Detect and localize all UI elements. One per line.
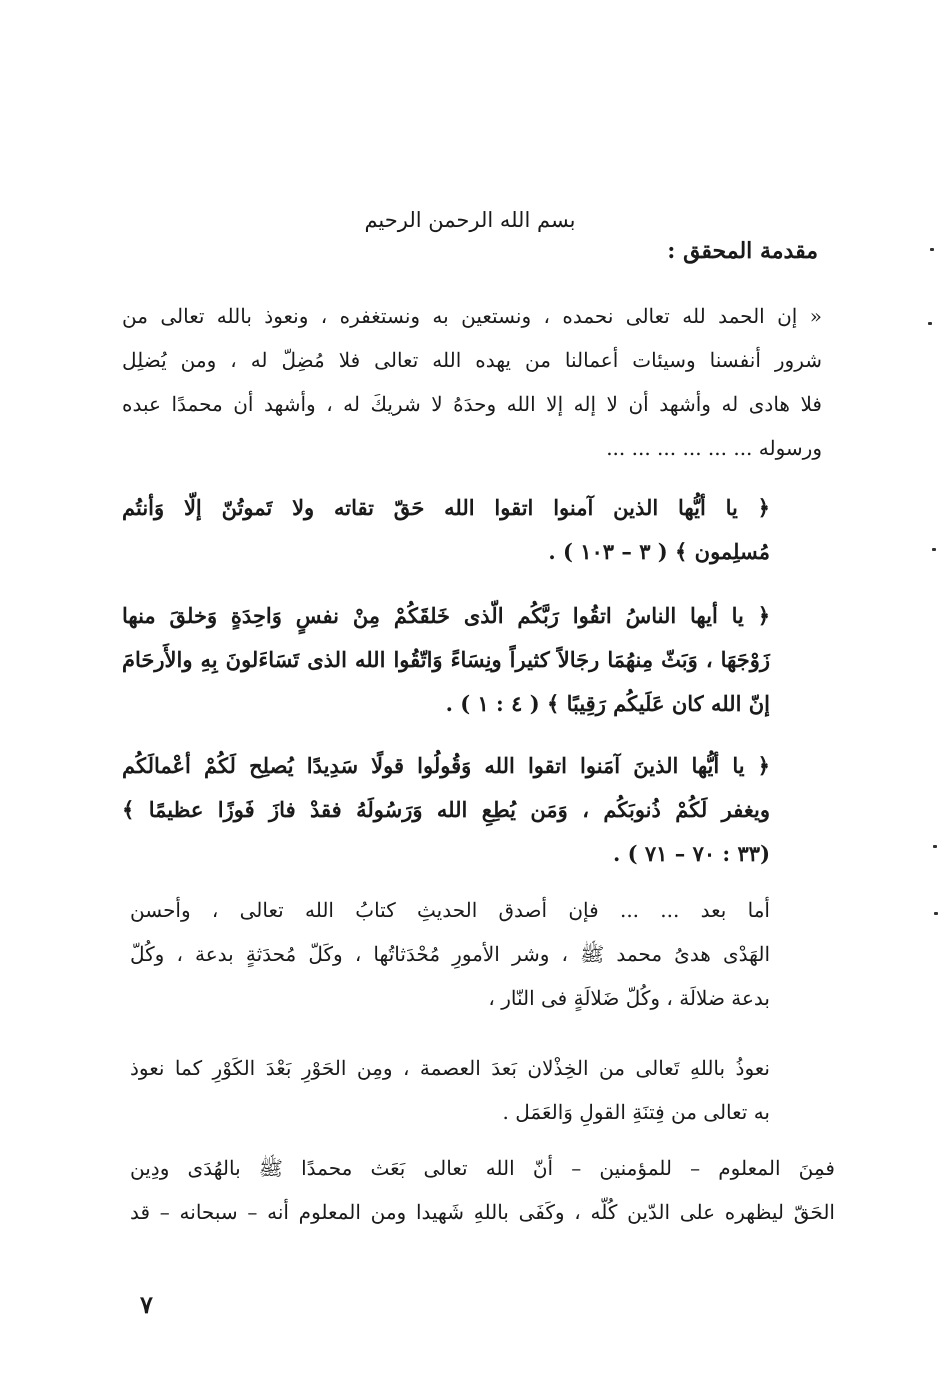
scan-speck (932, 548, 936, 551)
text-line: فلا هادى له وأشهد أن لا إله إلا الله وحدَهُ لا شريكَ له ، وأشهد أن محمدًا عبده (122, 392, 822, 416)
text-line: الهَدْى هدىُ محمد ﷺ ، وشر الأمورِ مُحْدَثاتُها ، وكَلّ مُحدَثةٍ بدعة ، وكُلّ (130, 942, 770, 966)
text-line: بدعة ضلالَة ، وكُلّ ضَلالَةٍ فى النّار ، (488, 986, 770, 1010)
text-line: ورسوله ... ... ... ... ... ... (606, 436, 822, 460)
scan-speck (934, 912, 938, 915)
quran-verse-2 (122, 594, 770, 726)
verse-line: ﴿ يا أيُّها الذين آمنوا اتقوا الله حَقّ تقاته ولا تَموتُنّ إلّا وَأنتُم (122, 495, 770, 520)
verse-line: ﴿ يا أيها الناسُ اتقُوا رَبَّكُم الّذى خَلقَكُمْ مِنْ نفسٍ وَاحِدَةٍ وَخلقَ منها (122, 603, 770, 628)
section-heading: مقدمة المحقق : (667, 238, 818, 264)
text-line: « إن الحمد لله تعالى نحمده ، ونستعين به ونستغفره ، ونعوذ بالله تعالى من (122, 304, 822, 328)
verse-line: ﴿ يا أيُّها الذينَ آمَنوا اتقوا الله وَقُولُوا قولًا سَدِيدًا يُصلِح لَكُمْ أعْمالَكُم (122, 753, 770, 778)
page-number: ٧ (140, 1290, 153, 1319)
basmala: بسم الله الرحمن الرحيم (364, 208, 576, 232)
text-line: الحَقّ ليظهره على الدّين كُلّه ، وكَفَى باللهِ شَهيدا ومن المعلوم أنه – سبحانه – قد (130, 1200, 835, 1224)
scan-speck (930, 248, 934, 251)
verse-line: زَوْجَهَا ، وَبَثّ مِنهُمَا رجَالاً كثيراً ونِسَاءً وَاتّقُوا الله الذى تَسَاءَلونَ بِهِ والأَرحَامَ (122, 647, 770, 672)
scan-speck (928, 322, 932, 325)
text-line: شرور أنفسنا وسيئات أعمالنا من يهده الله تعالى فلا مُضِلّ له ، ومن يُضلِل (122, 348, 822, 372)
paragraph-naudhu (130, 1046, 770, 1134)
text-line: أما بعد ... ... فإن أصدق الحديثِ كتابُ الله تعالى ، وأحسن (130, 898, 770, 922)
verse-line: إنّ الله كان عَلَيكُم رَقِيبًا ﴾ ( ٤ : ١ ) . (445, 691, 770, 716)
verse-line: مُسلِمون ﴾ ( ٣ – ١٠٣ ) . (548, 539, 770, 564)
quran-verse-3 (122, 744, 770, 876)
intro-paragraph (122, 294, 822, 470)
scan-speck (933, 845, 937, 848)
paragraph-ama-bad (130, 888, 770, 1020)
paragraph-famin (130, 1146, 835, 1234)
verse-line: ويغفر لَكُمْ ذُنوبَكُم ، وَمَن يُطِعِ الله وَرَسُولَهُ فقدْ فازَ فَوزًا عظيمًا ﴾ (122, 797, 770, 822)
text-line: نعوذُ باللهِ تَعالى من الخِذْلان بَعدَ العصمة ، ومِن الحَوْرِ بَعْدَ الكَوْرِ كما نعوذ (130, 1056, 770, 1080)
quran-verse-1 (122, 486, 770, 574)
text-line: به تعالى من فِتنَةِ القولِ وَالعَمَل . (502, 1100, 770, 1124)
verse-line: (٣٣ : ٧٠ – ٧١ ) . (613, 841, 770, 866)
text-line: فمِنَ المعلوم – للمؤمنين – أنّ الله تعالى بَعَث محمدًا ﷺ بالهُدَى ودِين (130, 1156, 835, 1180)
